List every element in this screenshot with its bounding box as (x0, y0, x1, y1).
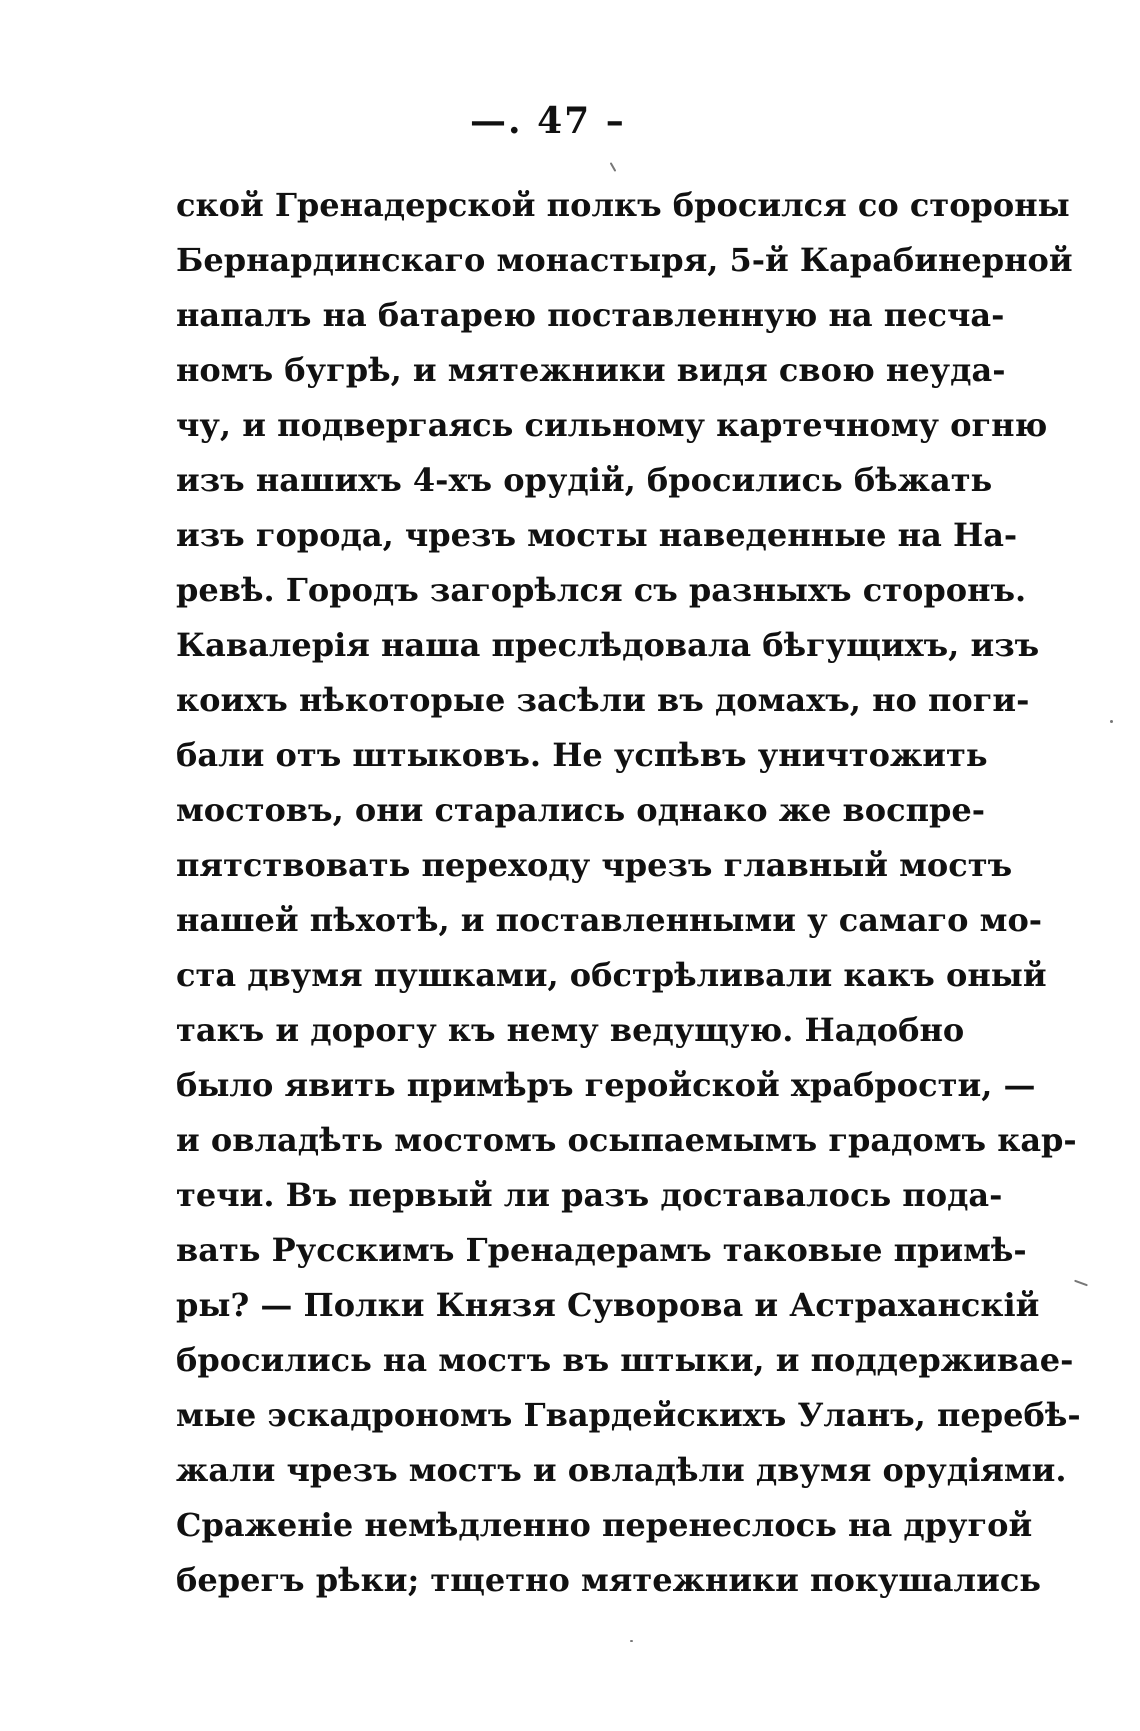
text-line: Сраженіе немѣдленно перенеслось на другой (176, 1506, 1033, 1544)
scan-speck (1110, 720, 1113, 723)
text-line: ста двумя пушками, обстрѣливали какъ оный (176, 956, 1047, 994)
text-line: было явить примѣръ геройской храбрости, — (176, 1066, 1036, 1104)
scan-speck (630, 1640, 633, 1642)
text-line: бросились на мостъ въ штыки, и поддерживае- (176, 1341, 1074, 1379)
text-line: напалъ на батарею поставленную на песча- (176, 296, 1005, 334)
scan-speck (1074, 1280, 1088, 1287)
text-line: изъ города, чрезъ мосты наведенные на На- (176, 516, 1018, 554)
text-line: жали чрезъ мостъ и овладѣли двумя орудіями. (176, 1451, 1067, 1489)
text-line: Бернардинскаго монастыря, 5-й Карабинерной (176, 241, 1073, 279)
page-number: —. 47 – (470, 100, 626, 142)
text-line: мые эскадрономъ Гвардейскихъ Уланъ, перебѣ- (176, 1396, 1081, 1434)
text-line: номъ бугрѣ, и мятежники видя свою неуда- (176, 351, 1006, 389)
text-line: и овладѣть мостомъ осыпаемымъ градомъ кар- (176, 1121, 1077, 1159)
text-line: коихъ нѣкоторые засѣли въ домахъ, но поги- (176, 681, 1030, 719)
text-line: мостовъ, они старались однако же воспре- (176, 791, 986, 829)
text-line: изъ нашихъ 4-хъ орудій, бросились бѣжать (176, 461, 993, 499)
text-line: бали отъ штыковъ. Не успѣвъ уничтожить (176, 736, 988, 774)
scan-speck (610, 162, 617, 172)
text-line: берегъ рѣки; тщетно мятежники покушались (176, 1561, 1042, 1599)
text-line: Кавалерія наша преслѣдовала бѣгущихъ, изъ (176, 626, 1040, 664)
text-line: такъ и дорогу къ нему ведущую. Надобно (176, 1011, 965, 1049)
text-line: ской Гренадерской полкъ бросился со стороны (176, 186, 1070, 224)
text-line: нашей пѣхотѣ, и поставленными у самаго мо- (176, 901, 1043, 939)
text-line: ревѣ. Городъ загорѣлся съ разныхъ сторонъ. (176, 571, 1027, 609)
body-text (176, 178, 1081, 1608)
text-line: течи. Въ первый ли разъ доставалось пода- (176, 1176, 1003, 1214)
text-line: ры? — Полки Князя Суворова и Астраханскій (176, 1286, 1040, 1324)
text-line: пятствовать переходу чрезъ главный мостъ (176, 846, 1013, 884)
text-line: чу, и подвергаясь сильному картечному огню (176, 406, 1048, 444)
text-line: вать Русскимъ Гренадерамъ таковые примѣ- (176, 1231, 1027, 1269)
